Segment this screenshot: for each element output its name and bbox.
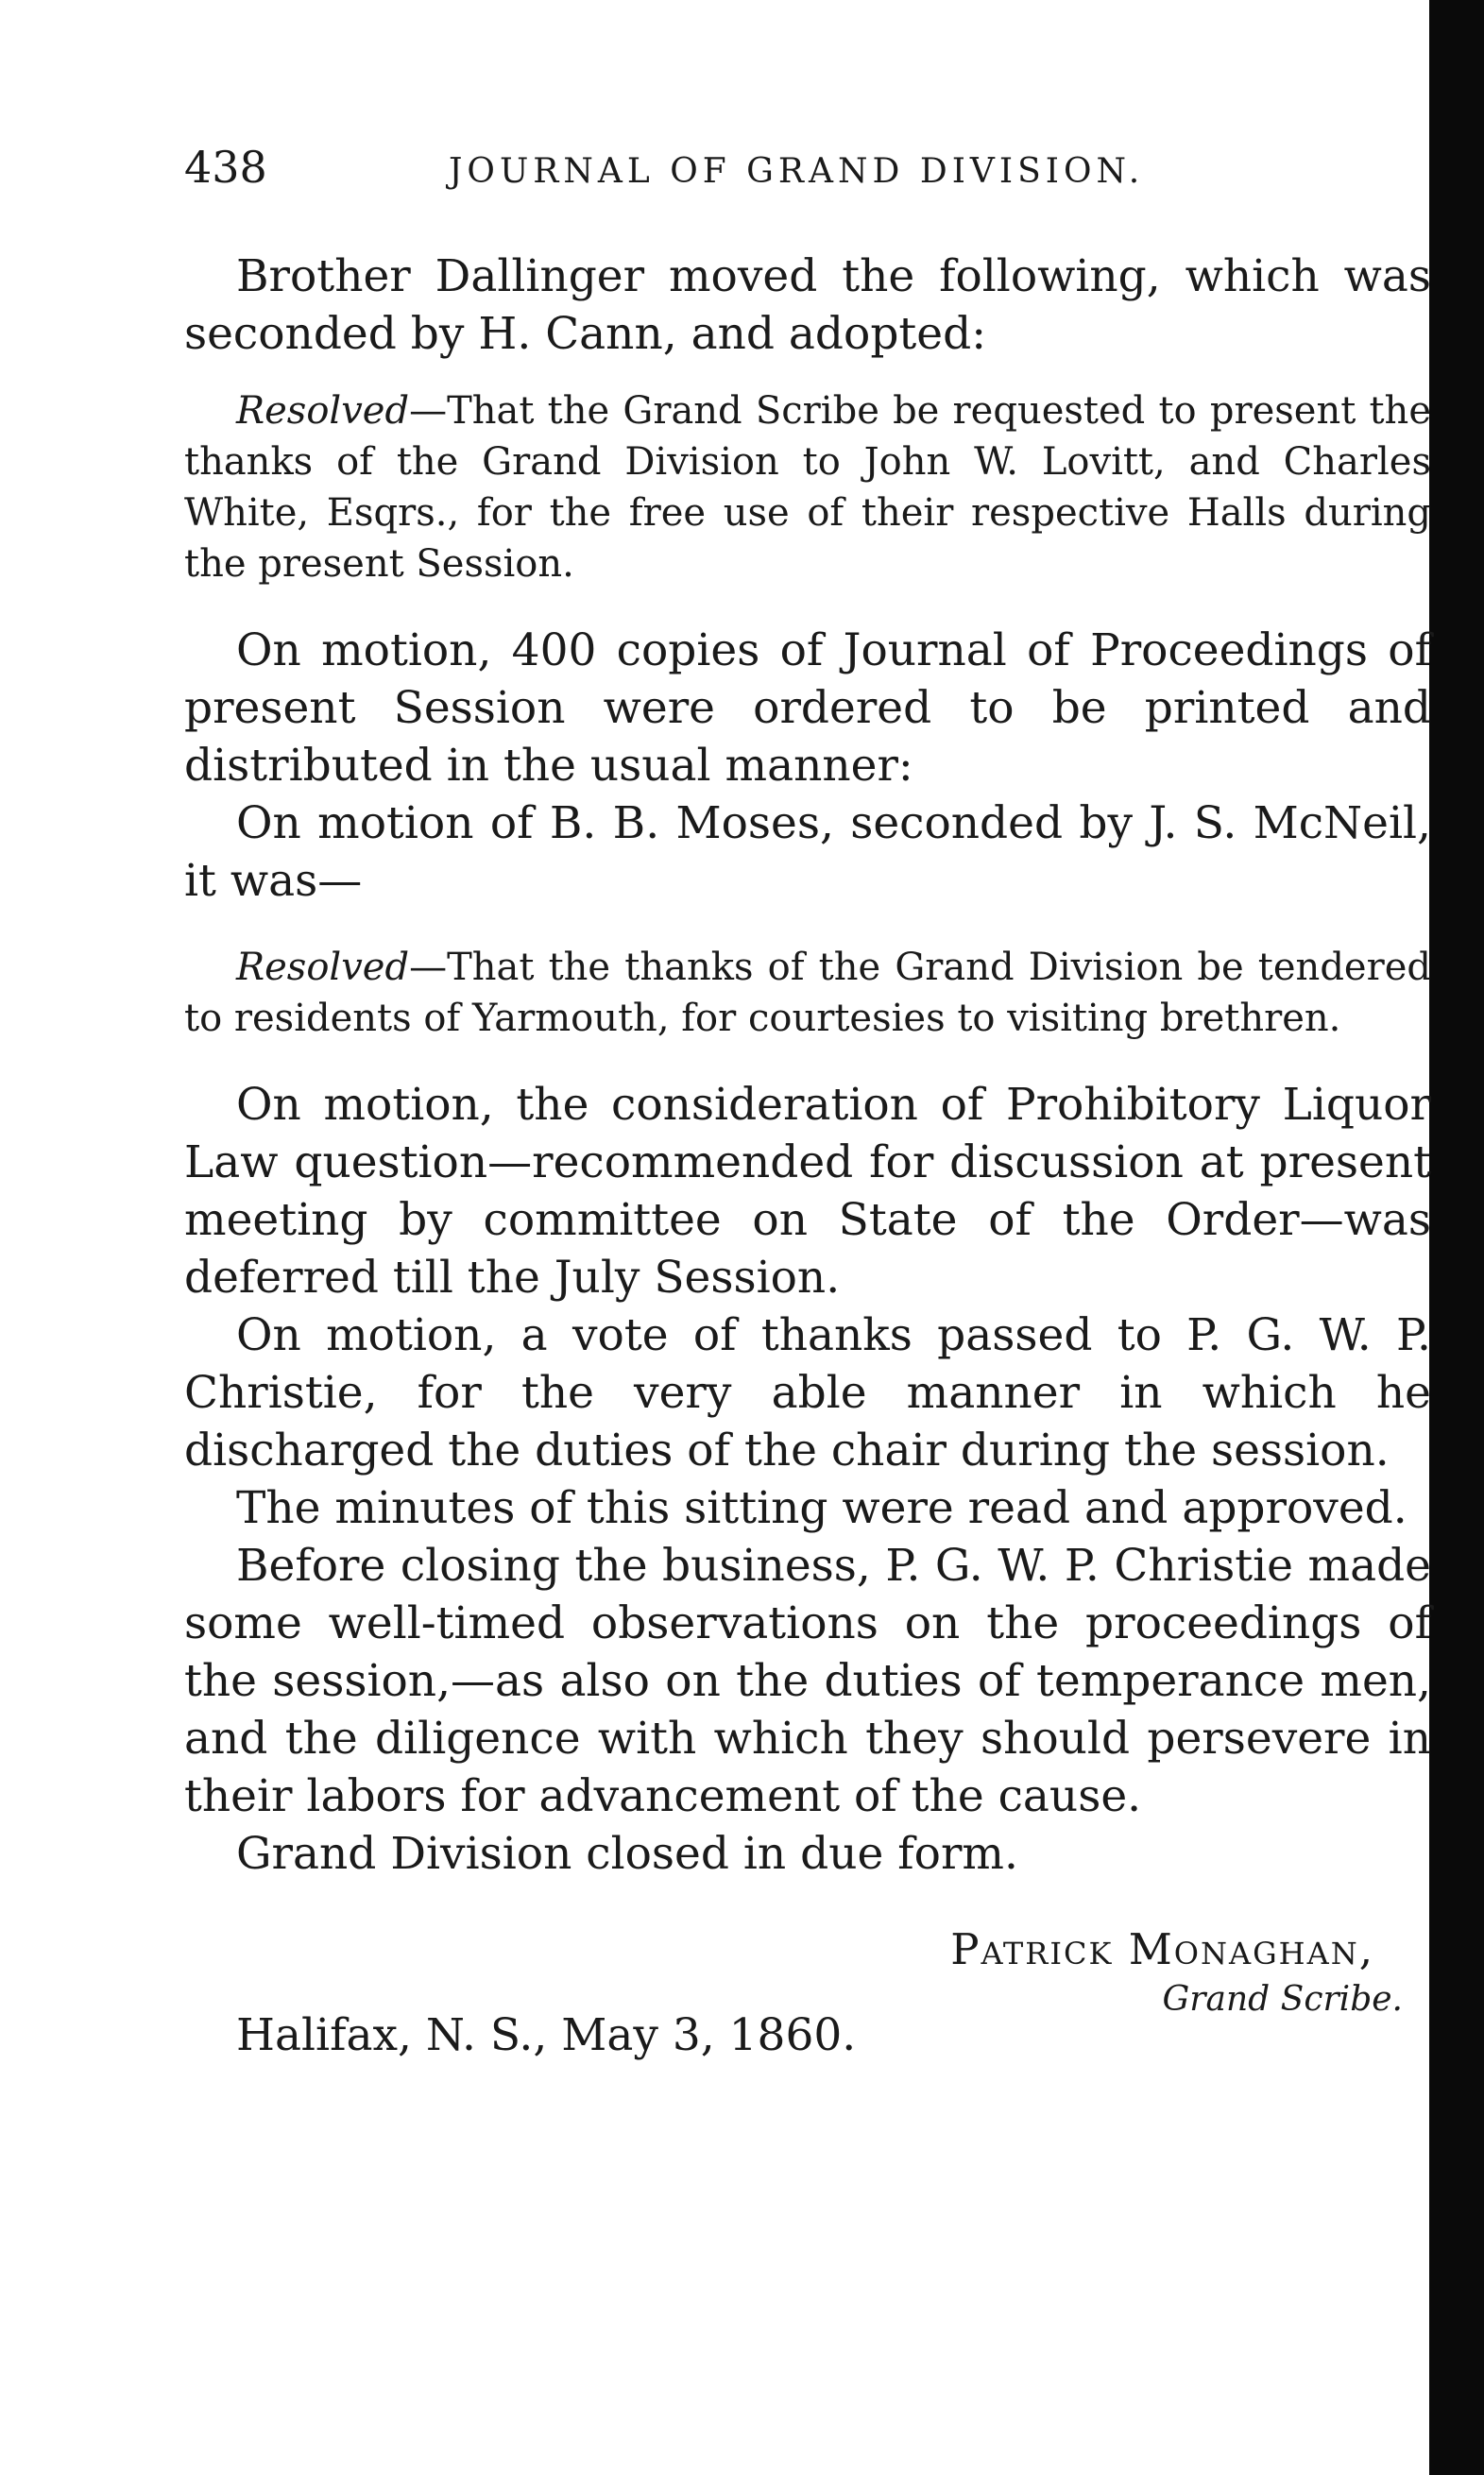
paragraph-minutes: The minutes of this sitting were read and approved. — [236, 1482, 1407, 1534]
resolution-text: —That the thanks of the Grand Division be tendered to residents of Yarmouth, for courtesies to visiting brethren. — [184, 946, 1431, 1040]
dateline: Halifax, N. S., May 3, 1860. — [236, 2009, 857, 2061]
paragraph-closed: Grand Division closed in due form. — [236, 1828, 1018, 1880]
signature-title: Grand Scribe. — [1162, 1980, 1403, 2019]
page-number: 438 — [184, 142, 267, 193]
paragraph-dallinger-motion: Brother Dallinger moved the following, which was seconded by H. Cann, and adopted: — [184, 250, 1431, 360]
resolution-yarmouth — [184, 942, 1431, 1044]
paragraph-closing-observations: Before closing the business, P. G. W. P. Christie made some well-timed observations on the proceedings of the session,—as also on the duties of temperance men, and the diligence with which they should persevere in their labors for advancement of the cause. — [184, 1540, 1431, 1822]
running-head: JOURNAL OF GRAND DIVISION. — [449, 152, 1145, 191]
resolution-halls — [184, 385, 1431, 589]
paragraph-vote-of-thanks: On motion, a vote of thanks passed to P. G. W. P. Christie, for the very able manner in which he discharged the duties of the chair during the session. — [184, 1309, 1431, 1476]
journal-page — [184, 142, 1431, 2061]
resolved-label: Resolved — [236, 946, 410, 989]
paragraph-journal-copies: On motion, 400 copies of Journal of Proceedings of present Session were ordered to be printed and distributed in the usual manner: — [184, 624, 1431, 792]
binding-edge — [1429, 0, 1484, 2475]
resolution-text: —That the Grand Scribe be requested to present the thanks of the Grand Division to John W. Lovitt, and Charles White, Esqrs., for the free use of their respective Halls during the present Session. — [184, 389, 1431, 586]
paragraph-liquor-law: On motion, the consideration of Prohibitory Liquor Law question—recommended for discussion at present meeting by committee on State of the Order—was deferred till the July Session. — [184, 1079, 1431, 1304]
resolved-label: Resolved — [236, 389, 410, 433]
paragraph-moses-motion: On motion of B. B. Moses, seconded by J. S. McNeil, it was— — [184, 797, 1431, 907]
page-header — [184, 142, 1431, 193]
signature-block — [184, 1924, 1431, 1974]
signature-name: Patrick Monaghan, — [950, 1924, 1374, 1974]
